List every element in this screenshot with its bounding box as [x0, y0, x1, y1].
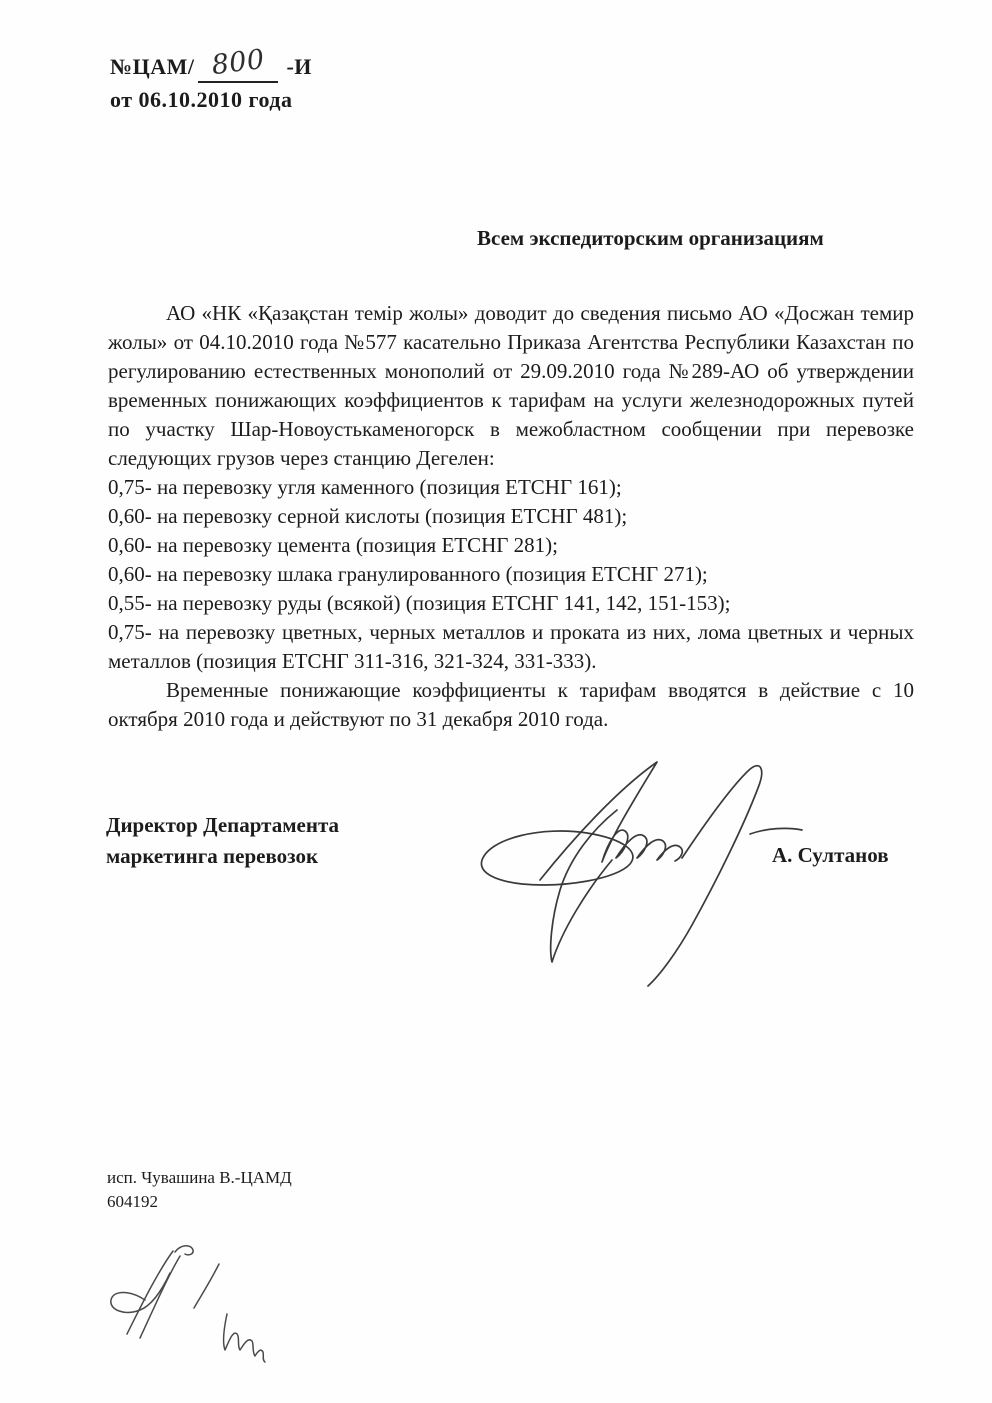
- ref-date: от 06.10.2010 года: [110, 87, 293, 112]
- ref-number-suffix: -И: [286, 54, 312, 79]
- letter-body: [108, 299, 914, 734]
- ref-block: [110, 43, 312, 113]
- coefficient-item: 0,60- на перевозку шлака гранулированного (позиция ЕТСНГ 271);: [108, 562, 708, 586]
- signatory-position-line2: маркетинга перевозок: [106, 844, 319, 868]
- signatory-position-line1: Директор Департамента: [106, 813, 340, 837]
- signatory-name: А. Султанов: [772, 843, 889, 867]
- signature-ink: [452, 740, 812, 990]
- closing-paragraph: Временные понижающие коэффициенты к тарифам вводятся в действие с 10 октября 2010 года и действуют по 31 декабря 2010 года.: [108, 678, 914, 731]
- margin-scribble-ink: [95, 1238, 295, 1368]
- coefficient-item: 0,75- на перевозку цветных, черных металлов и проката из них, лома цветных и черных металлов (позиция ЕТСНГ 311-316, 321-324, 331-333).: [108, 620, 914, 673]
- coefficient-item: 0,60- на перевозку цемента (позиция ЕТСНГ 281);: [108, 533, 559, 557]
- ref-number-prefix: №ЦАМ/: [110, 54, 195, 79]
- intro-paragraph: АО «НК «Қазақстан темір жолы» доводит до сведения письмо АО «Досжан темир жолы» от 04.10.2010 года №577 касательно Приказа Агентства Республики Казахстан по регулированию естественных монополий от 29.09.2010 года №289-АО об утверждении временных понижающих коэффициентов к тарифам на услуги железнодорожных путей по участку Шар-Новоустькаменогорск в межобластном сообщении при перевозке следующих грузов через станцию Дегелен:: [108, 301, 914, 470]
- executor-phone: 604192: [107, 1192, 158, 1211]
- addressee-line: Всем экспедиторским организациям: [477, 226, 824, 250]
- executor-note: [107, 1166, 292, 1214]
- ref-number-line: [110, 43, 312, 82]
- ref-number-blank: [198, 43, 278, 83]
- signatory-position: [106, 810, 339, 872]
- coefficient-list: [108, 473, 914, 676]
- coefficient-item: 0,75- на перевозку угля каменного (позиция ЕТСНГ 161);: [108, 475, 622, 499]
- executor-name: исп. Чувашина В.-ЦАМД: [107, 1168, 292, 1187]
- coefficient-item: 0,60- на перевозку серной кислоты (позиция ЕТСНГ 481);: [108, 504, 628, 528]
- coefficient-item: 0,55- на перевозку руды (всякой) (позиция ЕТСНГ 141, 142, 151-153);: [108, 591, 731, 615]
- handwritten-ref-number: 800: [209, 43, 267, 82]
